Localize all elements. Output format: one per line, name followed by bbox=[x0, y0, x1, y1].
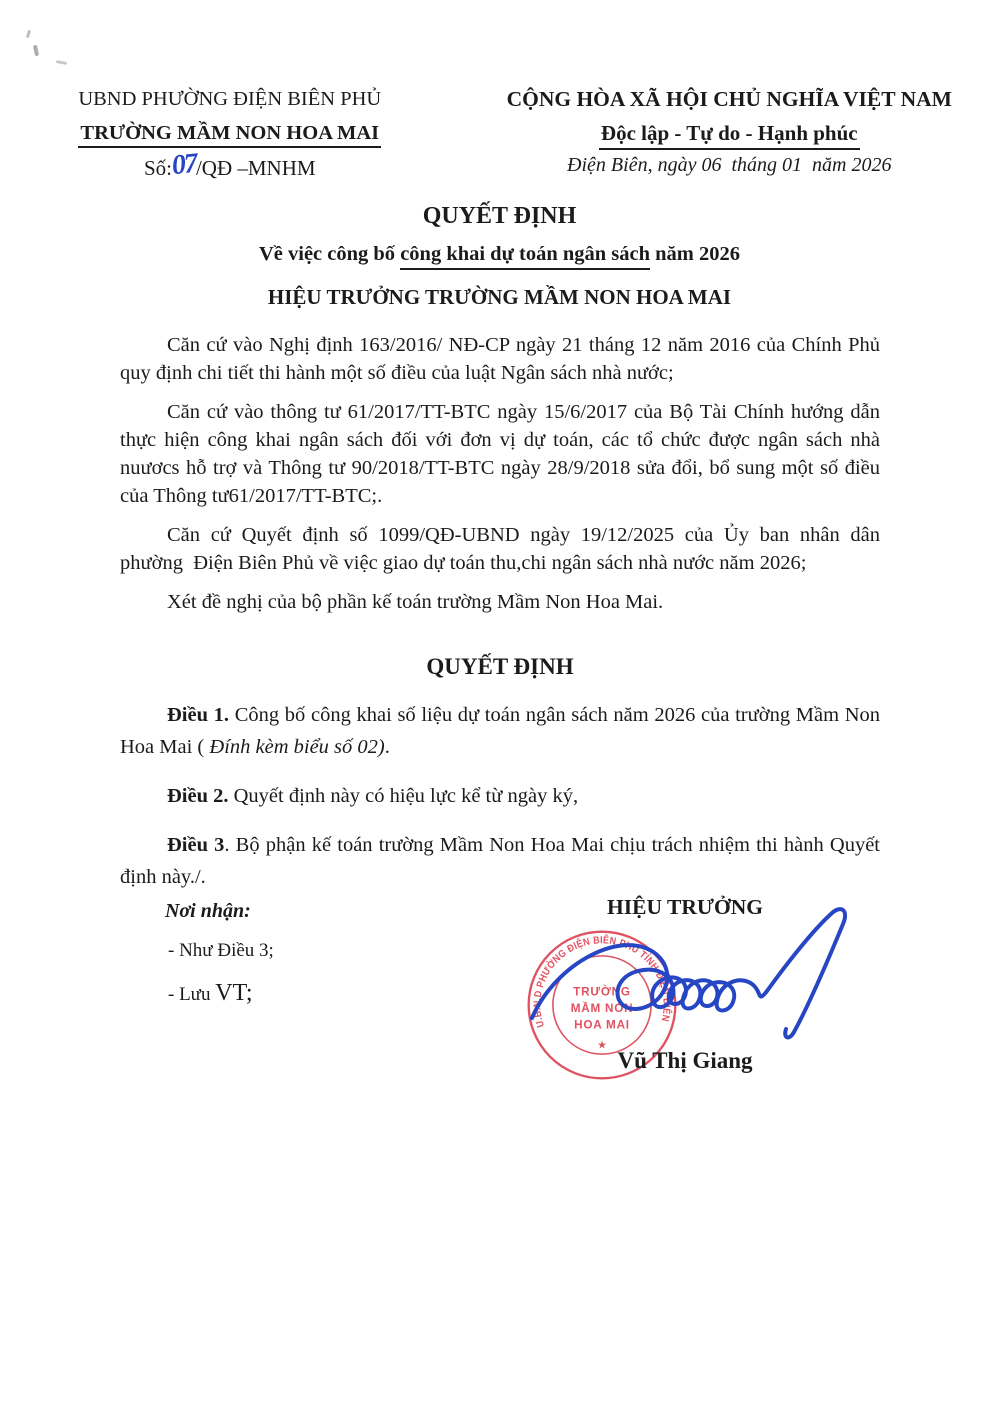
place-dateline: Điện Biên, ngày 06 tháng 01 năm 2026 bbox=[567, 154, 892, 176]
recipient-item: - Như Điều 3; bbox=[168, 940, 274, 961]
legal-basis-paragraph-3: Căn cứ Quyết định số 1099/QĐ-UBND ngày 19/12/2025 của Ủy ban nhân dân phường Điện Biên Phủ về việc giao dự toán thu,chi ngân sách nhà nước năm 2026; bbox=[120, 524, 880, 574]
document-title: QUYẾT ĐỊNH bbox=[422, 203, 577, 229]
number-suffix: /QĐ –MNHM bbox=[195, 156, 316, 180]
agency-name: TRƯỜNG MẦM NON HOA MAI bbox=[0, 120, 460, 146]
issuer-title: HIỆU TRƯỞNG TRƯỜNG MẦM NON HOA MAI bbox=[267, 285, 732, 309]
national-motto-block bbox=[460, 84, 999, 183]
recipients-title: Nơi nhận: bbox=[165, 900, 251, 922]
stamp-ring-text: U.B.N.D PHƯỜNG ĐIỆN BIÊN PHỦ TỈNH ĐIỆN BIÊN bbox=[532, 935, 672, 1029]
issuing-agency-block bbox=[0, 84, 460, 183]
article-1: Điều 1. Công bố công khai số liệu dự toán ngân sách năm 2026 của trường Mầm Non Hoa Mai ( Đính kèm biểu số 02). bbox=[120, 704, 880, 758]
handwritten-signature bbox=[526, 904, 870, 1064]
signer-name: Vũ Thị Giang bbox=[617, 1048, 753, 1073]
decision-heading: QUYẾT ĐỊNH bbox=[426, 654, 574, 679]
signature-stroke bbox=[532, 909, 845, 1037]
legal-basis-paragraph-2: Căn cứ vào thông tư 61/2017/TT-BTC ngày 15/6/2017 của Bộ Tài Chính hướng dẫn thực hiện công khai ngân sách đối với đơn vị dự toán, các tổ chức được ngân sách nhà nuươcs hỗ trợ và Thông tư 90/2018/TT-BTC ngày 28/9/2018 sửa đổi, bổ sung một số điều của Thông tư61/2017/TT-BTC;. bbox=[120, 401, 880, 507]
signer-title: HIỆU TRƯỞNG bbox=[607, 895, 763, 919]
document-header bbox=[0, 0, 999, 183]
article-3-label: Điều 3 bbox=[167, 834, 225, 856]
stamp-center-line3: HOA MAI bbox=[574, 1018, 630, 1032]
article-1-label: Điều 1. bbox=[167, 704, 230, 726]
article-3: Điều 3. Bộ phận kế toán trường Mầm Non Hoa Mai chịu trách nhiệm thi hành Quyết định này./. bbox=[120, 834, 880, 888]
document-subtitle: Về việc công bố công khai dự toán ngân sách năm 2026 bbox=[0, 239, 999, 269]
document-number-line bbox=[0, 147, 460, 183]
proposal-paragraph: Xét đề nghị của bộ phần kế toán trường Mầm Non Hoa Mai. bbox=[167, 591, 664, 613]
article-2: Điều 2. Quyết định này có hiệu lực kể từ ngày ký, bbox=[167, 785, 579, 807]
stamp-star-icon: ★ bbox=[597, 1039, 607, 1052]
article-2-label: Điều 2. bbox=[167, 785, 229, 807]
national-motto: Độc lập - Tự do - Hạnh phúc bbox=[460, 120, 999, 146]
title-block bbox=[0, 201, 999, 312]
document-footer bbox=[0, 888, 999, 1405]
stamp-center-line2: MẦM NON bbox=[570, 1002, 634, 1016]
national-title: CỘNG HÒA XÃ HỘI CHỦ NGHĨA VIỆT NAM bbox=[506, 87, 952, 111]
recipient-item: - Lưu VT; bbox=[168, 980, 253, 1006]
legal-basis-paragraph-1: Căn cứ vào Nghị định 163/2016/ NĐ-CP ngày 21 tháng 12 năm 2016 của Chính Phủ quy định chi tiết thi hành một số điều của luật Ngân sách nhà nước; bbox=[120, 334, 880, 384]
number-label: Số: bbox=[143, 156, 172, 180]
document-body bbox=[120, 331, 880, 893]
agency-parent-name: UBND PHƯỜNG ĐIỆN BIÊN PHỦ bbox=[78, 88, 382, 110]
stamp-center-line1: TRƯỜNG bbox=[573, 985, 631, 999]
handwritten-number: 07 bbox=[170, 147, 198, 182]
